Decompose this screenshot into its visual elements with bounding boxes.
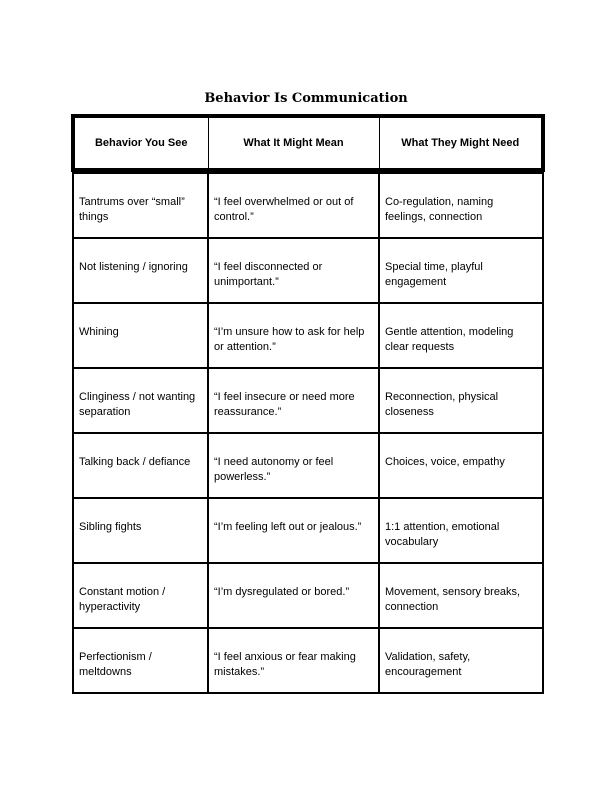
page-title: Behavior Is Communication: [204, 91, 408, 106]
table-row: [73, 433, 543, 498]
behavior-table: [71, 114, 545, 694]
behavior-cell: Sibling fights: [73, 498, 208, 563]
table-header-row: [73, 116, 543, 170]
header-need: What They Might Need: [379, 116, 543, 170]
behavior-cell: Whining: [73, 303, 208, 368]
need-cell: 1:1 attention, emotional vocabulary: [379, 498, 543, 563]
header-meaning: What It Might Mean: [208, 116, 379, 170]
header-behavior: Behavior You See: [73, 116, 208, 170]
need-cell: Special time, playful engagement: [379, 238, 543, 303]
meaning-cell: “I’m dysregulated or bored.”: [208, 563, 379, 628]
table-row: [73, 498, 543, 563]
meaning-cell: “I feel overwhelmed or out of control.”: [208, 173, 379, 238]
table-row: [73, 173, 543, 238]
behavior-cell: Constant motion / hyperactivity: [73, 563, 208, 628]
behavior-cell: Tantrums over “small” things: [73, 173, 208, 238]
need-cell: Reconnection, physical closeness: [379, 368, 543, 433]
behavior-cell: Clinginess / not wanting separation: [73, 368, 208, 433]
meaning-cell: “I feel disconnected or unimportant.”: [208, 238, 379, 303]
meaning-cell: “I’m feeling left out or jealous.”: [208, 498, 379, 563]
need-cell: Co-regulation, naming feelings, connection: [379, 173, 543, 238]
need-cell: Gentle attention, modeling clear requests: [379, 303, 543, 368]
meaning-cell: “I feel insecure or need more reassurance.”: [208, 368, 379, 433]
behavior-cell: Perfectionism / meltdowns: [73, 628, 208, 693]
behavior-cell: Talking back / defiance: [73, 433, 208, 498]
table-row: [73, 368, 543, 433]
meaning-cell: “I feel anxious or fear making mistakes.”: [208, 628, 379, 693]
meaning-cell: “I need autonomy or feel powerless.”: [208, 433, 379, 498]
table-row: [73, 303, 543, 368]
table-row: [73, 563, 543, 628]
table-row: [73, 628, 543, 693]
table-row: [73, 238, 543, 303]
need-cell: Movement, sensory breaks, connection: [379, 563, 543, 628]
behavior-cell: Not listening / ignoring: [73, 238, 208, 303]
need-cell: Validation, safety, encouragement: [379, 628, 543, 693]
need-cell: Choices, voice, empathy: [379, 433, 543, 498]
meaning-cell: “I’m unsure how to ask for help or attention.”: [208, 303, 379, 368]
